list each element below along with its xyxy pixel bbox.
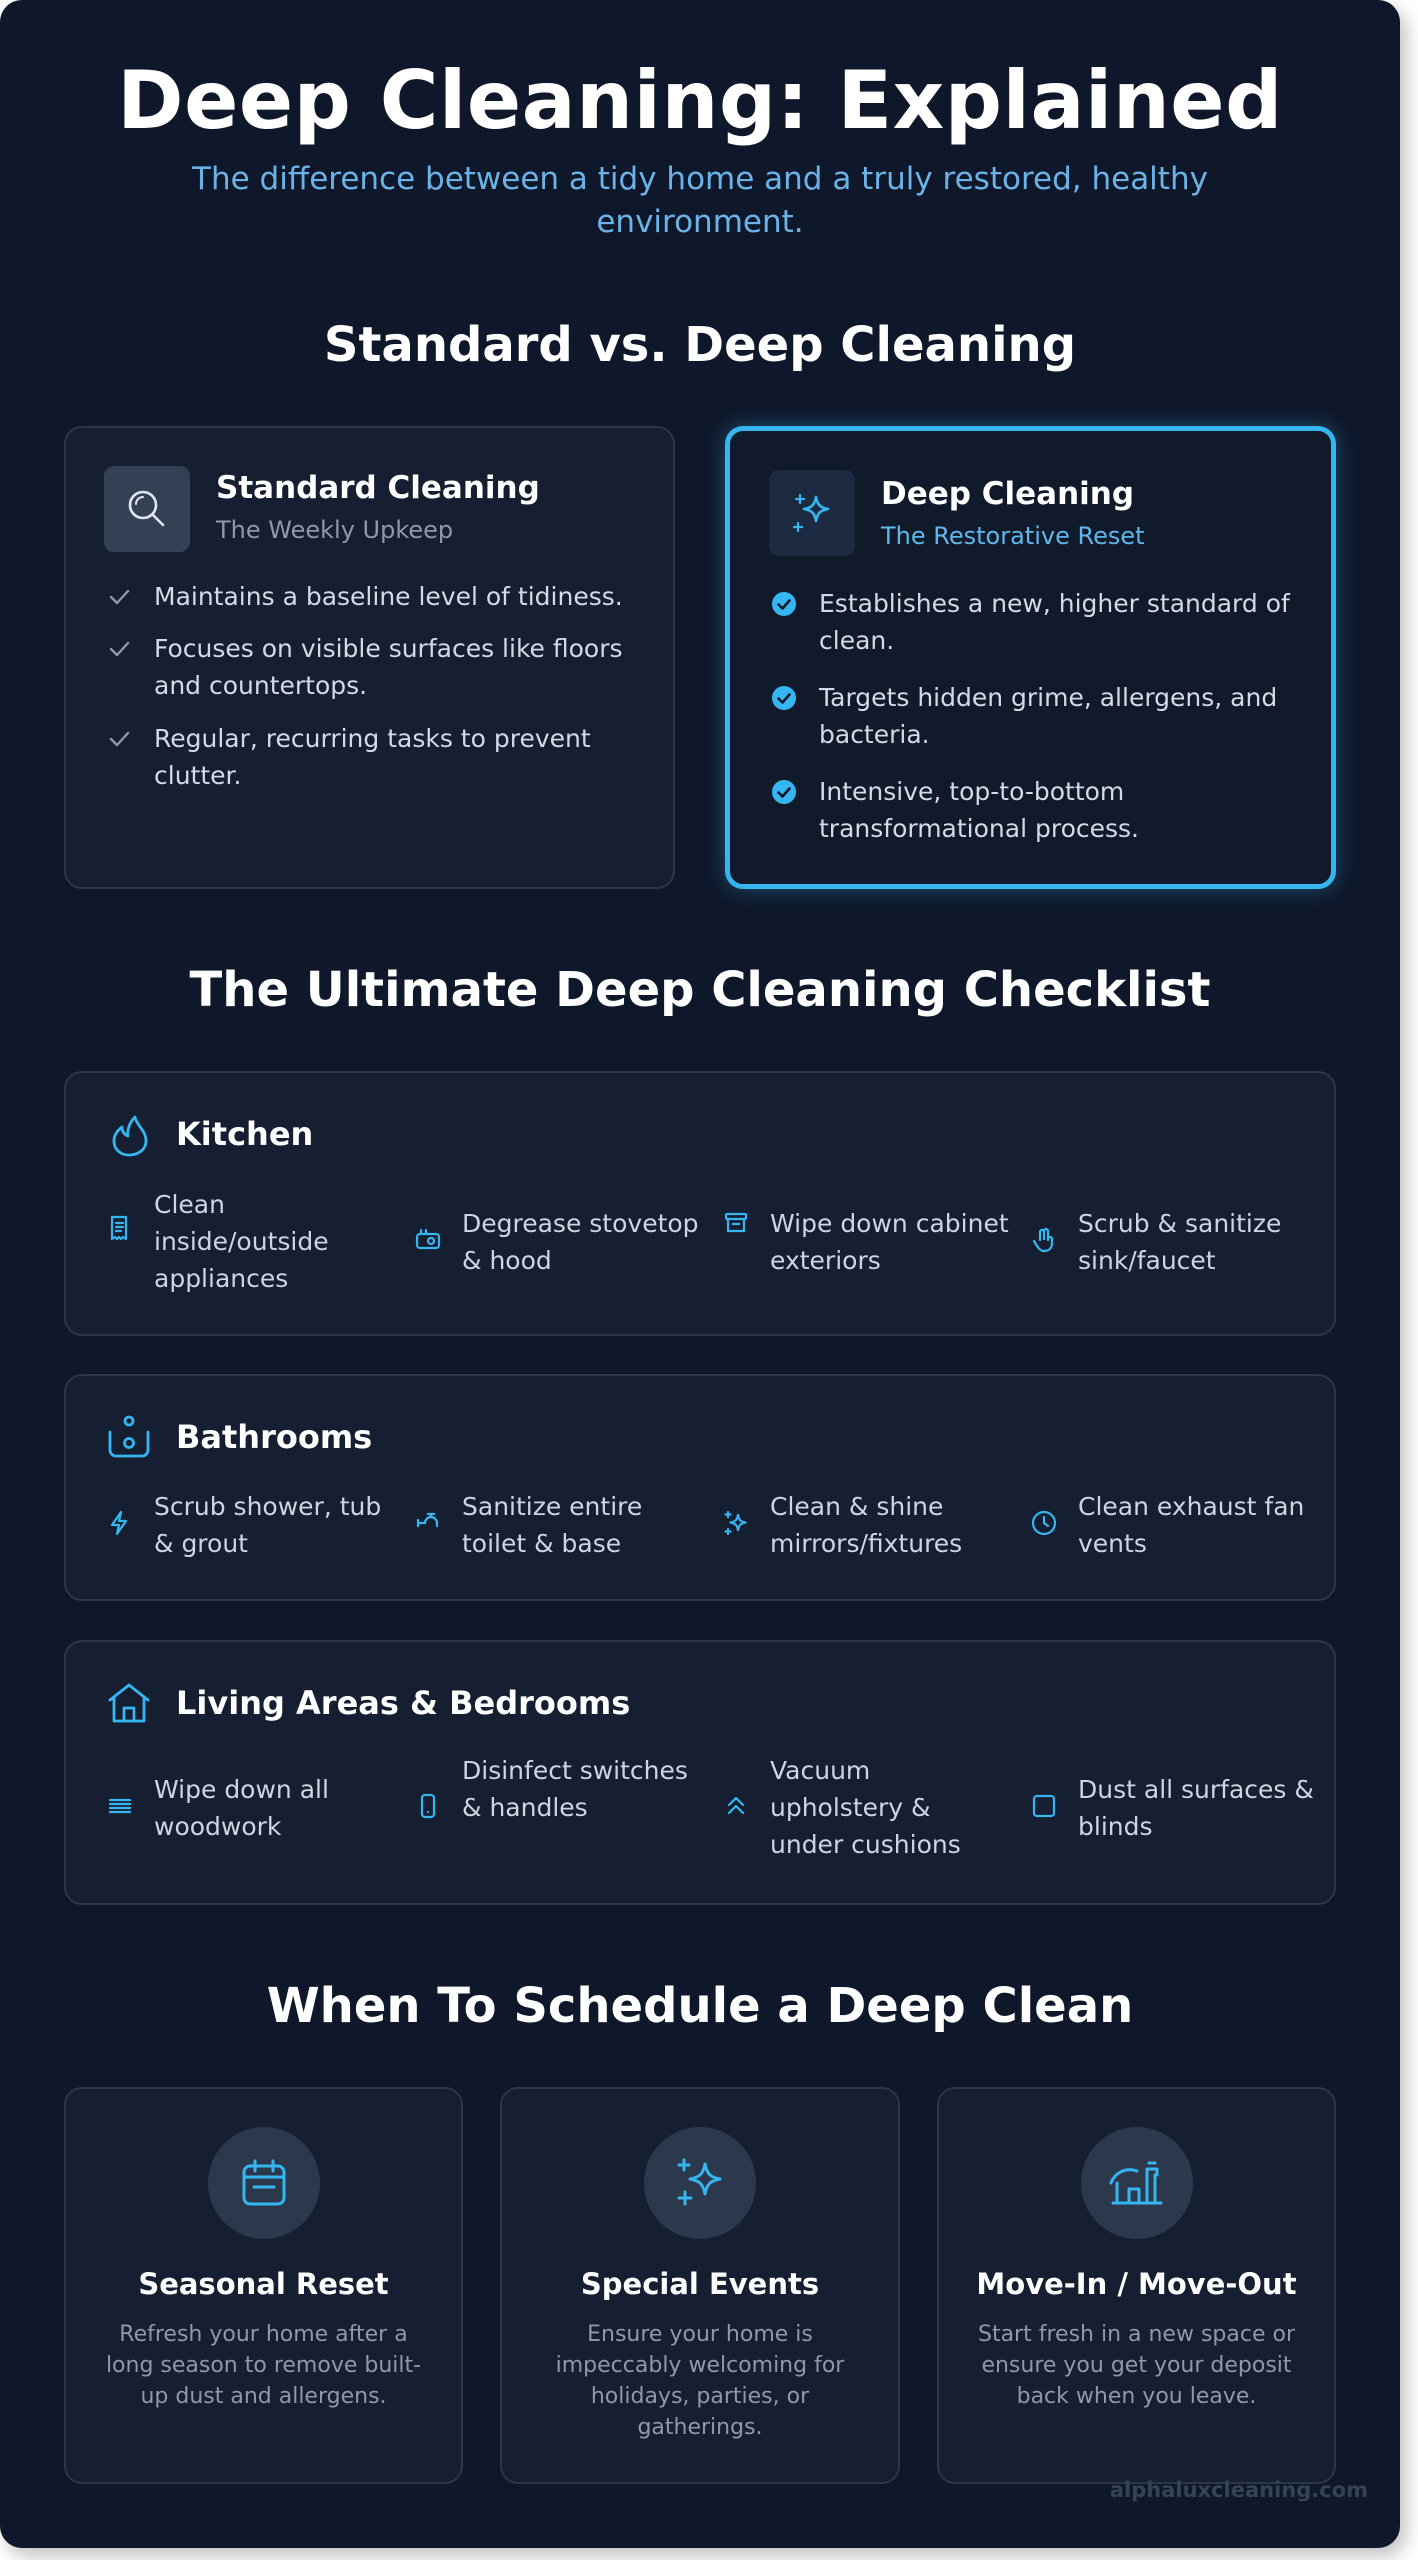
deep-feature-item: Establishes a new, higher standard of clean.: [819, 585, 1329, 659]
when-card-seasonal: [64, 2087, 463, 2484]
area-title: Living Areas & Bedrooms: [176, 1684, 631, 1722]
when-card-description: Refresh your home after a long season to remove built-up dust and allergens.: [105, 2322, 422, 2409]
task-item: Clean inside/outside appliances: [154, 1186, 394, 1297]
standard-card-subtitle: The Weekly Upkeep: [216, 516, 454, 544]
page-title: Deep Cleaning: Explained: [117, 54, 1283, 147]
home-icon: [106, 1680, 152, 1726]
task-item: Disinfect switches & handles: [462, 1752, 702, 1826]
area-card-bathrooms: [64, 1374, 1336, 1601]
task-item: Scrub & sanitize sink/faucet: [1078, 1205, 1318, 1279]
task-item: Degrease stovetop & hood: [462, 1205, 702, 1279]
when-card-title: Special Events: [580, 2267, 820, 2301]
sparkle-icon: [722, 1509, 750, 1537]
standard-cleaning-card: [64, 426, 675, 889]
chevrons-up-icon: [722, 1792, 750, 1820]
faucet-icon: [414, 1509, 442, 1537]
archive-icon: [722, 1209, 750, 1237]
standard-feature-item: Regular, recurring tasks to prevent clutter.: [154, 720, 664, 794]
area-card-living-areas: [64, 1640, 1336, 1905]
calendar-icon: [208, 2127, 320, 2239]
check-circle-icon: [771, 779, 797, 805]
area-title: Kitchen: [176, 1115, 314, 1153]
when-card-title: Move-In / Move-Out: [976, 2267, 1297, 2301]
deep-feature-item: Intensive, top-to-bottom transformational process.: [819, 773, 1329, 847]
when-card-description: Start fresh in a new space or ensure you get your deposit back when you leave.: [977, 2322, 1295, 2409]
when-card-description: Ensure your home is impeccably welcoming for holidays, parties, or gatherings.: [555, 2322, 845, 2440]
magnifier-icon: [104, 466, 190, 552]
check-icon: [106, 584, 132, 610]
receipt-icon: [106, 1214, 134, 1242]
when-section-title: When To Schedule a Deep Clean: [266, 1978, 1134, 2034]
comparison-section-title: Standard vs. Deep Cleaning: [323, 317, 1077, 373]
bolt-icon: [106, 1509, 134, 1537]
check-circle-icon: [771, 685, 797, 711]
flame-icon: [106, 1113, 152, 1159]
area-title: Bathrooms: [176, 1418, 373, 1456]
lines-icon: [106, 1792, 134, 1820]
when-card-special-events: [500, 2087, 900, 2484]
house-move-icon: [1081, 2127, 1193, 2239]
standard-card-title: Standard Cleaning: [216, 470, 540, 506]
sparkle-icon: [769, 470, 855, 556]
bath-icon: [106, 1414, 152, 1460]
deep-card-subtitle: The Restorative Reset: [881, 522, 1145, 550]
hand-icon: [1030, 1226, 1058, 1254]
cooktop-icon: [414, 1226, 442, 1254]
deep-feature-item: Targets hidden grime, allergens, and bacteria.: [819, 679, 1329, 753]
check-icon: [106, 726, 132, 752]
task-item: Scrub shower, tub & grout: [154, 1488, 394, 1562]
standard-feature-item: Focuses on visible surfaces like floors and countertops.: [154, 630, 664, 704]
task-item: Wipe down cabinet exteriors: [770, 1205, 1010, 1279]
standard-feature-item: Maintains a baseline level of tidiness.: [154, 578, 664, 615]
when-card-title: Seasonal Reset: [138, 2267, 389, 2301]
task-item: Vacuum upholstery & under cushions: [770, 1752, 1010, 1863]
square-icon: [1030, 1792, 1058, 1820]
check-icon: [106, 636, 132, 662]
deep-card-title: Deep Cleaning: [881, 476, 1135, 512]
checklist-section-title: The Ultimate Deep Cleaning Checklist: [189, 962, 1211, 1018]
when-card-move: [937, 2087, 1336, 2484]
check-circle-icon: [771, 591, 797, 617]
task-item: Dust all surfaces & blinds: [1078, 1771, 1318, 1845]
area-card-kitchen: [64, 1071, 1336, 1336]
page-subtitle: The difference between a tidy home and a truly restored, healthy environment.: [192, 161, 1208, 240]
task-item: Clean & shine mirrors/fixtures: [770, 1488, 1010, 1562]
deep-cleaning-card: [725, 426, 1336, 889]
switch-icon: [414, 1792, 442, 1820]
task-item: Clean exhaust fan vents: [1078, 1488, 1318, 1562]
clock-icon: [1030, 1509, 1058, 1537]
sparkle-icon: [644, 2127, 756, 2239]
task-item: Sanitize entire toilet & base: [462, 1488, 702, 1562]
footer-site: alphaluxcleaning.com: [1109, 2478, 1368, 2502]
task-item: Wipe down all woodwork: [154, 1771, 394, 1845]
